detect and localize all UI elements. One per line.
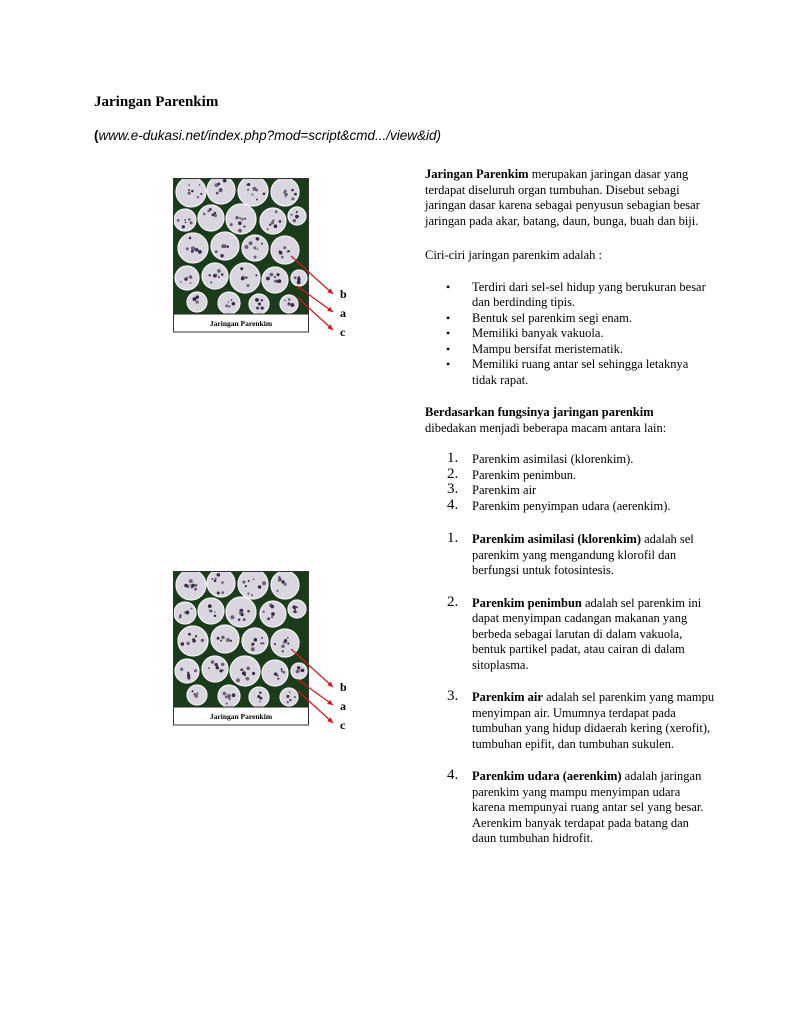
ciri-list [425, 280, 715, 389]
bullet-icon: • [446, 341, 451, 356]
list-item: 3. Parenkim air adalah sel parenkim yang mampu menyimpan air. Umumnya terdapat pada tumbuhan yang hidup didaerah kering (xerofit), tumbuhan epifit, dan tumbuhan sukulen. [447, 688, 715, 751]
fungsi-paragraph [425, 405, 715, 436]
label-a: a [340, 699, 346, 713]
list-item: 4. Parenkim penyimpan udara (aerenkim). [447, 496, 671, 513]
descriptions-list [425, 532, 715, 847]
label-c: c [340, 325, 346, 339]
list-item: 3. Parenkim air [447, 481, 537, 497]
list-item: • Mampu bersifat meristematik. [446, 341, 624, 356]
fungsi-bold: Berdasarkan fungsinya jaringan parenkim [425, 405, 654, 419]
list-item: 1. Parenkim asimilasi (klorenkim). [447, 450, 634, 466]
list-item: 2. Parenkim penimbun adalah sel parenkim ini dapat menyimpan cadangan makanan yang berbeda sebagai larutan di dalam vakuola, bentuk partikel padat, atau cairan di dalam sitoplasma. [447, 593, 702, 672]
list-item: • Memiliki banyak vakuola. [446, 326, 604, 340]
source-url: www.e-dukasi.net/index.php?mod=script&cmd.../view&id) [98, 128, 442, 143]
label-b: b [340, 680, 347, 694]
bullet-icon: • [446, 279, 451, 294]
list-item: • Terdiri dari sel-sel hidup yang berukuran besar dan berdinding tipis. [446, 279, 706, 309]
intro-term: Jaringan Parenkim [425, 167, 529, 181]
figure-caption: Jaringan Parenkim [209, 712, 273, 721]
bullet-icon: • [446, 357, 451, 371]
list-item: • Memiliki ruang antar sel sehingga letaknya tidak rapat. [446, 357, 689, 387]
fungsi-rest: dibedakan menjadi beberapa macam antara lain: [425, 420, 667, 435]
parenchyma-micrograph [173, 178, 363, 348]
list-item: 1. Parenkim asimilasi (klorenkim) adalah sel parenkim yang mengandung klorofil dan berfungsi untuk fotosintesis. [447, 530, 694, 577]
label-c: c [340, 718, 346, 732]
figure-caption: Jaringan Parenkim [209, 319, 273, 328]
source-link[interactable] [94, 128, 441, 143]
list-item: 4. Parenkim udara (aerenkim) adalah jaringan parenkim yang mampu menyimpan udara karena mempunyai ruang antar sel yang besar. Aerenkim banyak terdapat pada batang dan daun tumbuhan hidrofit. [447, 767, 704, 845]
label-b: b [340, 287, 347, 301]
bullet-icon: • [446, 310, 451, 325]
parenchyma-figure-bottom [173, 571, 363, 741]
list-item: • Bentuk sel parenkim segi enam. [446, 310, 633, 325]
ciri-heading: Ciri-ciri jaringan parenkim adalah : [425, 248, 603, 262]
intro-paragraph [425, 167, 715, 229]
parenchyma-micrograph [173, 571, 363, 741]
list-item: 2. Parenkim penimbun. [447, 465, 577, 482]
bullet-icon: • [446, 326, 451, 340]
page-title: Jaringan Parenkim [94, 94, 219, 110]
label-a: a [340, 306, 346, 320]
intro-text: merupakan jaringan dasar yang terdapat diseluruh organ tumbuhan. Disebut sebagi jaringan dasar karena sebagai penyusun sebagian besar jaringan pada akar, batang, daun, bunga, buah dan biji. [425, 167, 700, 228]
source-open-paren: ( [94, 128, 99, 143]
parenchyma-figure-top [173, 178, 363, 348]
content-column [425, 167, 715, 864]
types-list [425, 452, 715, 514]
